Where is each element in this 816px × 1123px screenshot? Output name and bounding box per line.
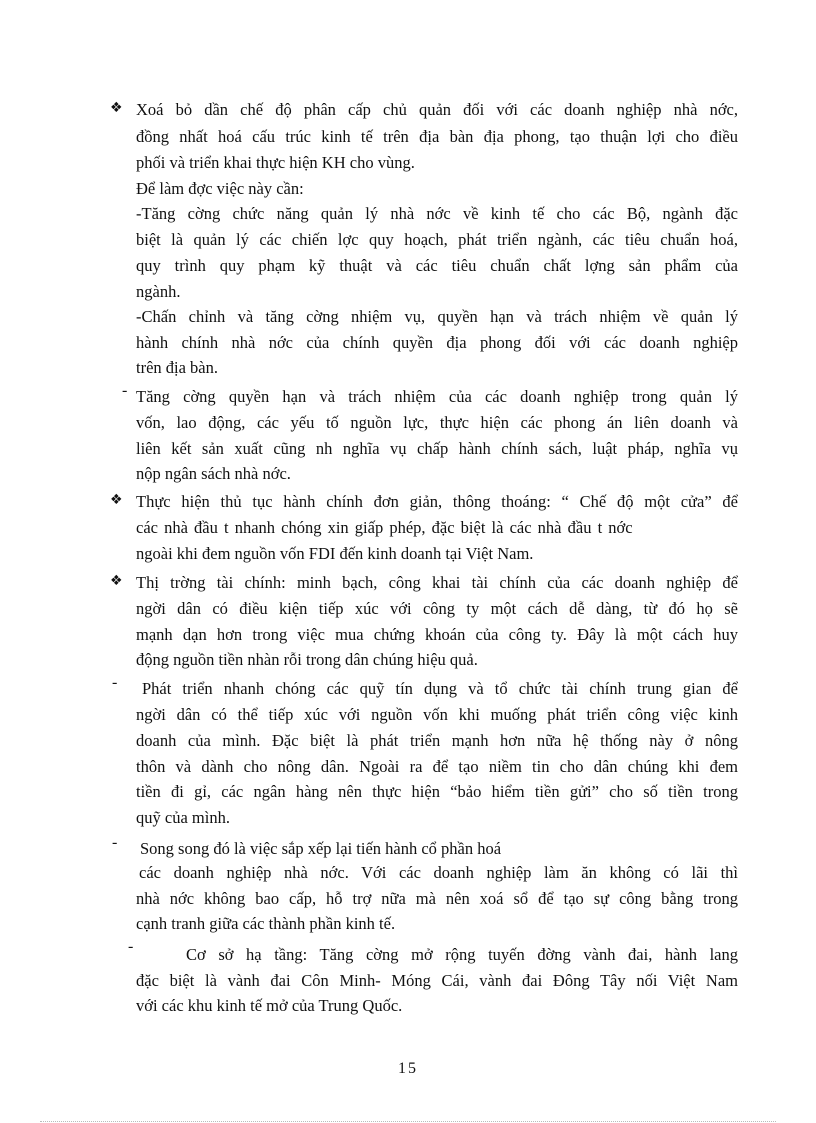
paragraph-line: hành chính nhà nớc của chính quyền địa phong đối với các doanh nghiệp	[136, 333, 738, 352]
paragraph-line: quỹ của mình.	[136, 808, 230, 827]
paragraph-line: với các khu kinh tế mở của Trung Quốc.	[136, 996, 403, 1015]
paragraph-line: đặc biệt là vành đai Côn Minh- Móng Cái, vành đai Đông Tây nối Việt Nam	[136, 971, 738, 990]
paragraph-line: thôn và dành cho nông dân. Ngoài ra để tạo niềm tin cho dân chúng khi đem	[136, 757, 738, 776]
paragraph-line: Thực hiện thủ tục hành chính đơn giản, thông thoáng: “ Chế độ một cửa” để	[136, 492, 738, 511]
paragraph-line: trên địa bàn.	[136, 358, 219, 377]
paragraph-line: biệt là quản lý các chiến lợc quy hoạch, phát triển ngành, các tiêu chuẩn hoá,	[136, 230, 738, 249]
paragraph-line: Song song đó là việc sắp xếp lại tiến hành cổ phần hoá	[140, 839, 502, 858]
paragraph-line: -Chấn chỉnh và tăng cờng nhiệm vụ, quyền hạn và trách nhiệm về quản lý	[136, 307, 738, 326]
paragraph-line: tiền đi gỉ, các ngân hàng nên thực hiện “bảo hiểm tiền gửi” cho số tiền trong	[136, 782, 738, 801]
paragraph-line: doanh của mình. Đặc biệt là phát triển mạnh hơn nữa hệ thống này ở nông	[136, 731, 738, 750]
dash-bullet: -	[122, 382, 128, 399]
paragraph-line: Cơ sở hạ tầng: Tăng cờng mở rộng tuyến đờng vành đai, hành lang	[186, 945, 738, 964]
paragraph-line: ngoài khi đem nguồn vốn FDI đến kinh doanh tại Việt Nam.	[136, 544, 534, 563]
paragraph-line: Xoá bỏ dần chế độ phân cấp chủ quản đối với các doanh nghiệp nhà nớc,	[136, 100, 738, 119]
diamond-bullet-icon: ❖	[110, 492, 123, 508]
paragraph-line: mạnh dạn hơn trong việc mua chứng khoán của công ty. Đây là một cách huy	[136, 625, 738, 644]
paragraph-line: Để làm đợc việc này cần:	[136, 179, 304, 198]
diamond-bullet-icon: ❖	[110, 573, 123, 589]
paragraph-line: liên kết sản xuất cũng nh nghĩa vụ chấp hành chính sách, luật pháp, nghĩa vụ	[136, 439, 738, 458]
paragraph-line: động nguồn tiền nhàn rỗi trong dân chúng hiệu quả.	[136, 650, 478, 669]
paragraph-line: quy trình quy phạm kỹ thuật và các tiêu chuẩn chất lợng sản phẩm của	[136, 256, 738, 275]
paragraph-line: nhà nớc không bao cấp, hỗ trợ nữa mà nên xoá sổ để tạo sự công bằng trong	[136, 889, 738, 908]
paragraph-line: nộp ngân sách nhà nớc.	[136, 464, 291, 483]
paragraph-line: cạnh tranh giữa các thành phần kinh tế.	[136, 914, 396, 933]
page-number: 15	[398, 1060, 418, 1077]
paragraph-line: Tăng cờng quyền hạn và trách nhiệm của các doanh nghiệp trong quản lý	[136, 387, 738, 406]
paragraph-line: vốn, lao động, các yếu tố nguồn lực, thực hiện các phong án liên doanh và	[136, 413, 738, 432]
diamond-bullet-icon: ❖	[110, 100, 123, 116]
paragraph-line: -Tăng cờng chức năng quản lý nhà nớc về kinh tế cho các Bộ, ngành đặc	[136, 204, 738, 223]
paragraph-line: Phát triển nhanh chóng các quỹ tín dụng và tổ chức tài chính trung gian để	[142, 679, 738, 698]
dash-bullet: -	[128, 938, 134, 955]
paragraph-line: Thị trờng tài chính: minh bạch, công khai tài chính của các doanh nghiệp để	[136, 573, 738, 592]
paragraph-line: ngành.	[136, 282, 181, 301]
paragraph-line: các doanh nghiệp nhà nớc. Với các doanh nghiệp làm ăn không có lãi thì	[139, 863, 738, 882]
dash-bullet: -	[112, 834, 118, 851]
paragraph-line: phối và triển khai thực hiện KH cho vùng.	[136, 153, 415, 172]
paragraph-line: ngời dân có thể tiếp xúc với nguồn vốn khi muống phát triển công việc kinh	[136, 705, 738, 724]
paragraph-line: đồng nhất hoá cấu trúc kinh tế trên địa bàn địa phong, tạo thuận lợi cho điều	[136, 127, 738, 146]
paragraph-line: các nhà đầu t nhanh chóng xin giấp phép, đặc biệt là các nhà đầu t nớc	[136, 518, 633, 537]
paragraph-line: ngời dân có điều kiện tiếp xúc với công ty một cách dễ dàng, từ đó họ sẽ	[136, 599, 738, 618]
dash-bullet: -	[112, 674, 118, 691]
page-bottom-rule	[40, 1121, 776, 1122]
